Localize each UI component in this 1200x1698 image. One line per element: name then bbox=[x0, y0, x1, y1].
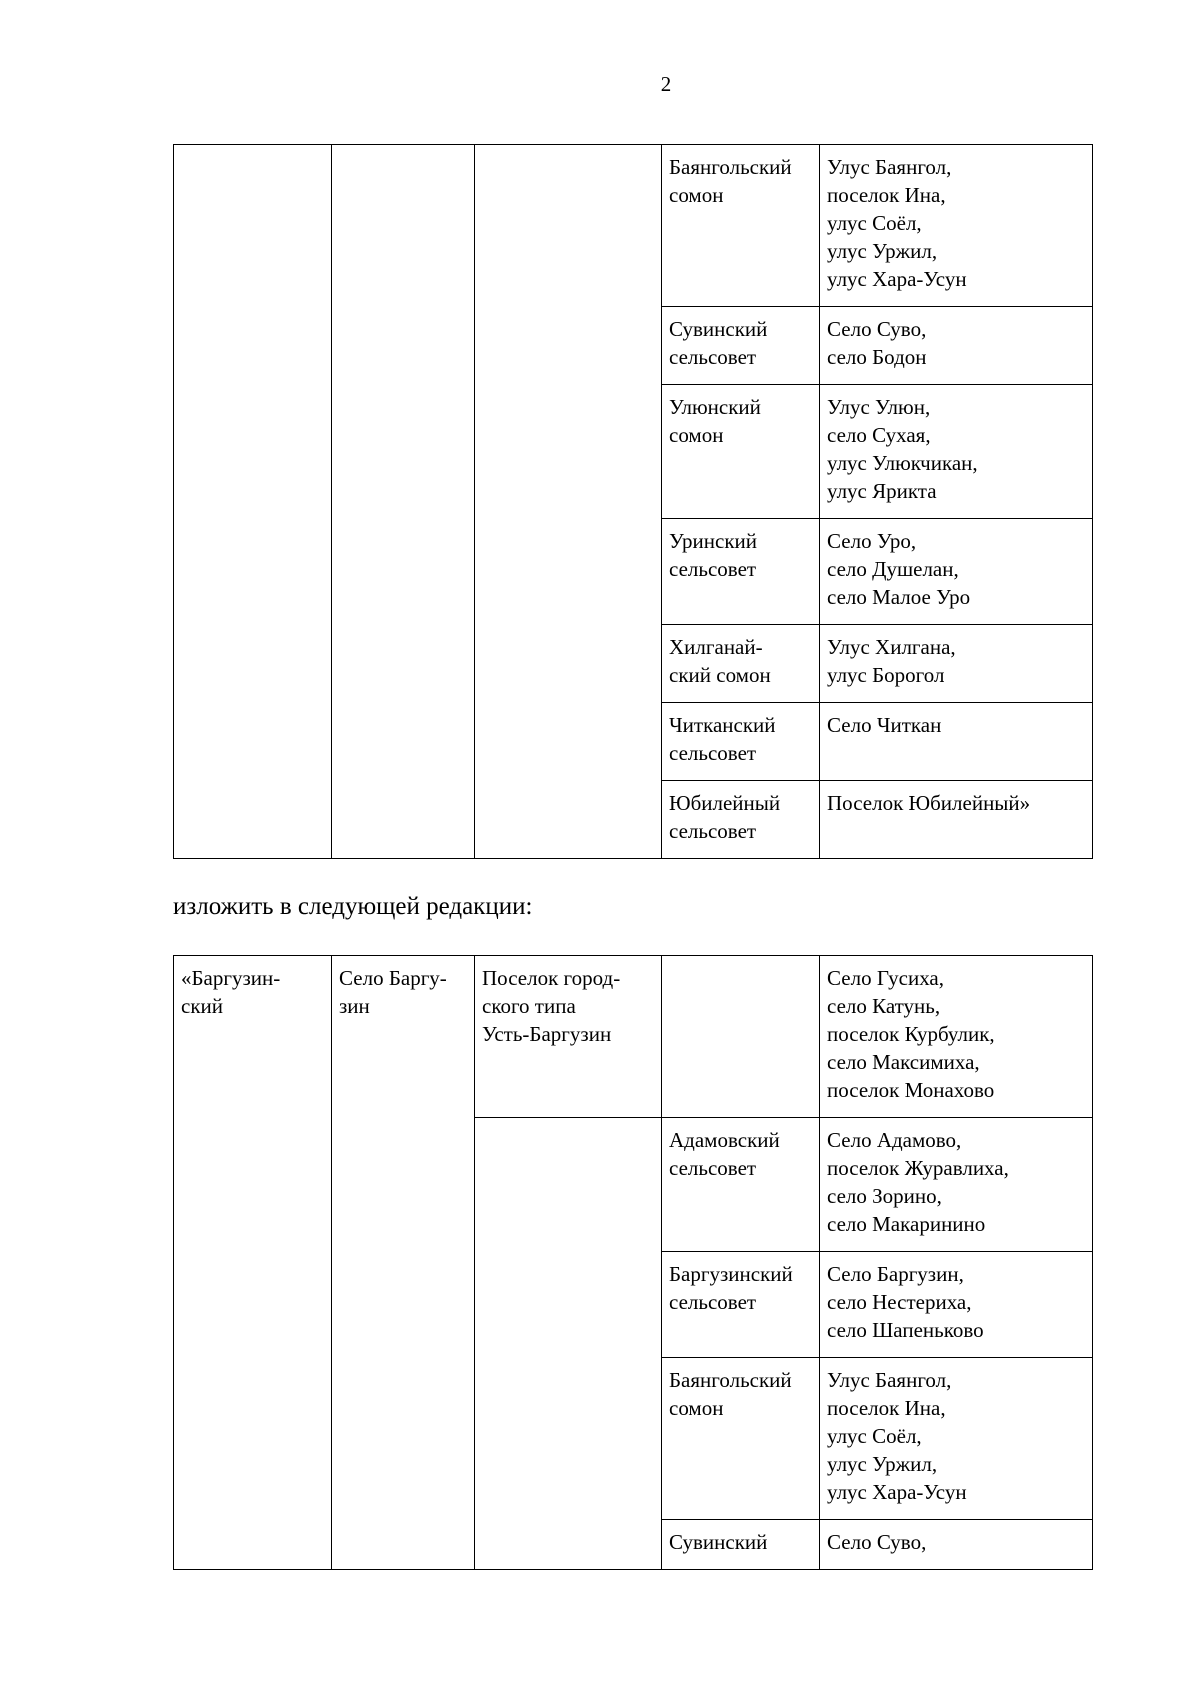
district-cell: Сувинский сельсовет bbox=[662, 307, 820, 385]
page-number: 2 bbox=[660, 72, 672, 96]
district-cell: Баянгольский сомон bbox=[662, 145, 820, 307]
district-cell: Читканский сельсовет bbox=[662, 703, 820, 781]
settlements-cell: Село Читкан bbox=[820, 703, 1093, 781]
center-cell: Село Баргу- зин bbox=[332, 956, 475, 1570]
region-cell: «Баргузин- ский bbox=[174, 956, 332, 1570]
district-cell: Уринский сельсовет bbox=[662, 519, 820, 625]
settlements-cell: Поселок Юбилейный» bbox=[820, 781, 1093, 859]
district-cell: Адамовский сельсовет bbox=[662, 1118, 820, 1252]
district-cell: Улюнский сомон bbox=[662, 385, 820, 519]
table-row bbox=[174, 145, 1093, 307]
table-cell-empty bbox=[174, 145, 332, 859]
table-cell-empty bbox=[662, 956, 820, 1118]
settlements-cell: Село Гусиха, село Катунь, поселок Курбулик, село Максимиха, поселок Монахово bbox=[820, 956, 1093, 1118]
settlements-cell: Улус Баянгол, поселок Ина, улус Соёл, улус Уржил, улус Хара-Усун bbox=[820, 145, 1093, 307]
table-cell-empty bbox=[332, 145, 475, 859]
instruction-text: изложить в следующей редакции: bbox=[173, 893, 533, 920]
settlements-cell: Село Суво, bbox=[820, 1520, 1093, 1570]
table-previous-edition bbox=[173, 144, 1093, 859]
settlements-cell: Село Суво, село Бодон bbox=[820, 307, 1093, 385]
table-row bbox=[174, 956, 1093, 1118]
settlements-cell: Улус Улюн, село Сухая, улус Улюкчикан, улус Ярикта bbox=[820, 385, 1093, 519]
table-cell-empty bbox=[475, 1118, 662, 1570]
district-cell: Хилганай- ский сомон bbox=[662, 625, 820, 703]
table-cell-empty bbox=[475, 145, 662, 859]
settlements-cell: Село Уро, село Душелан, село Малое Уро bbox=[820, 519, 1093, 625]
settlements-cell: Село Адамово, поселок Журавлиха, село Зорино, село Макаринино bbox=[820, 1118, 1093, 1252]
table-new-edition bbox=[173, 955, 1093, 1570]
district-cell: Сувинский bbox=[662, 1520, 820, 1570]
district-cell: Баянгольский сомон bbox=[662, 1358, 820, 1520]
settlements-cell: Улус Хилгана, улус Борогол bbox=[820, 625, 1093, 703]
settlements-cell: Село Баргузин, село Нестериха, село Шапеньково bbox=[820, 1252, 1093, 1358]
urban-settlement-cell: Поселок город- ского типа Усть-Баргузин bbox=[475, 956, 662, 1118]
district-cell: Юбилейный сельсовет bbox=[662, 781, 820, 859]
district-cell: Баргузинский сельсовет bbox=[662, 1252, 820, 1358]
settlements-cell: Улус Баянгол, поселок Ина, улус Соёл, улус Уржил, улус Хара-Усун bbox=[820, 1358, 1093, 1520]
